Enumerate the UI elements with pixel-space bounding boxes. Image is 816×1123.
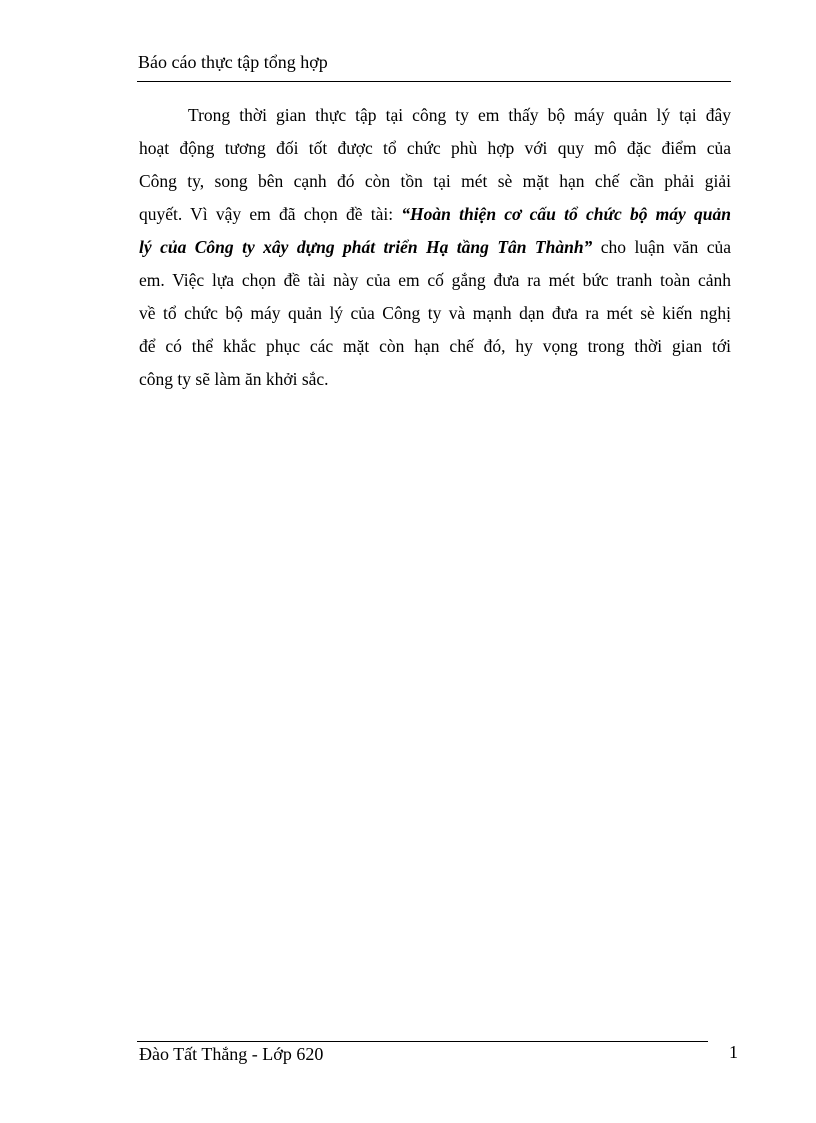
line-4-text: quyết. Vì vậy em đã chọn đề tài:	[139, 204, 402, 224]
paragraph-line-5	[139, 231, 731, 264]
paragraph-line-2: hoạt động tương đối tốt được tổ chức phù hợp với quy mô đặc điểm của	[139, 138, 731, 158]
footer-divider	[137, 1041, 708, 1042]
page-number: 1	[729, 1042, 738, 1062]
header-divider	[137, 81, 731, 82]
paragraph-line-6: em. Việc lựa chọn đề tài này của em cố gắng đưa ra mét bức tranh toàn cảnh	[139, 270, 731, 290]
paragraph-line-4	[139, 198, 731, 231]
paragraph-line-3: Công ty, song bên cạnh đó còn tồn tại mét sè mặt hạn chế cần phải giải	[139, 171, 731, 191]
paragraph-line-1: Trong thời gian thực tập tại công ty em thấy bộ máy quản lý tại đây	[188, 105, 731, 125]
footer-author: Đào Tất Thắng - Lớp 620	[139, 1044, 324, 1064]
paragraph-line-8: để có thể khắc phục các mặt còn hạn chế đó, hy vọng trong thời gian tới	[139, 336, 731, 356]
thesis-title-part-2: lý của Công ty xây dựng phát triển Hạ tầng Tân Thành”	[139, 237, 593, 257]
paragraph-line-7: về tổ chức bộ máy quản lý của Công ty và mạnh dạn đưa ra mét sè kiến nghị	[139, 303, 731, 323]
running-header-title: Báo cáo thực tập tổng hợp	[138, 52, 328, 72]
paragraph-line-9: công ty sẽ làm ăn khởi sắc.	[139, 369, 329, 389]
body-paragraph	[139, 99, 731, 396]
line-5-text: cho luận văn của	[592, 237, 731, 257]
thesis-title-part-1: “Hoàn thiện cơ cấu tổ chức bộ máy quản	[401, 204, 731, 224]
